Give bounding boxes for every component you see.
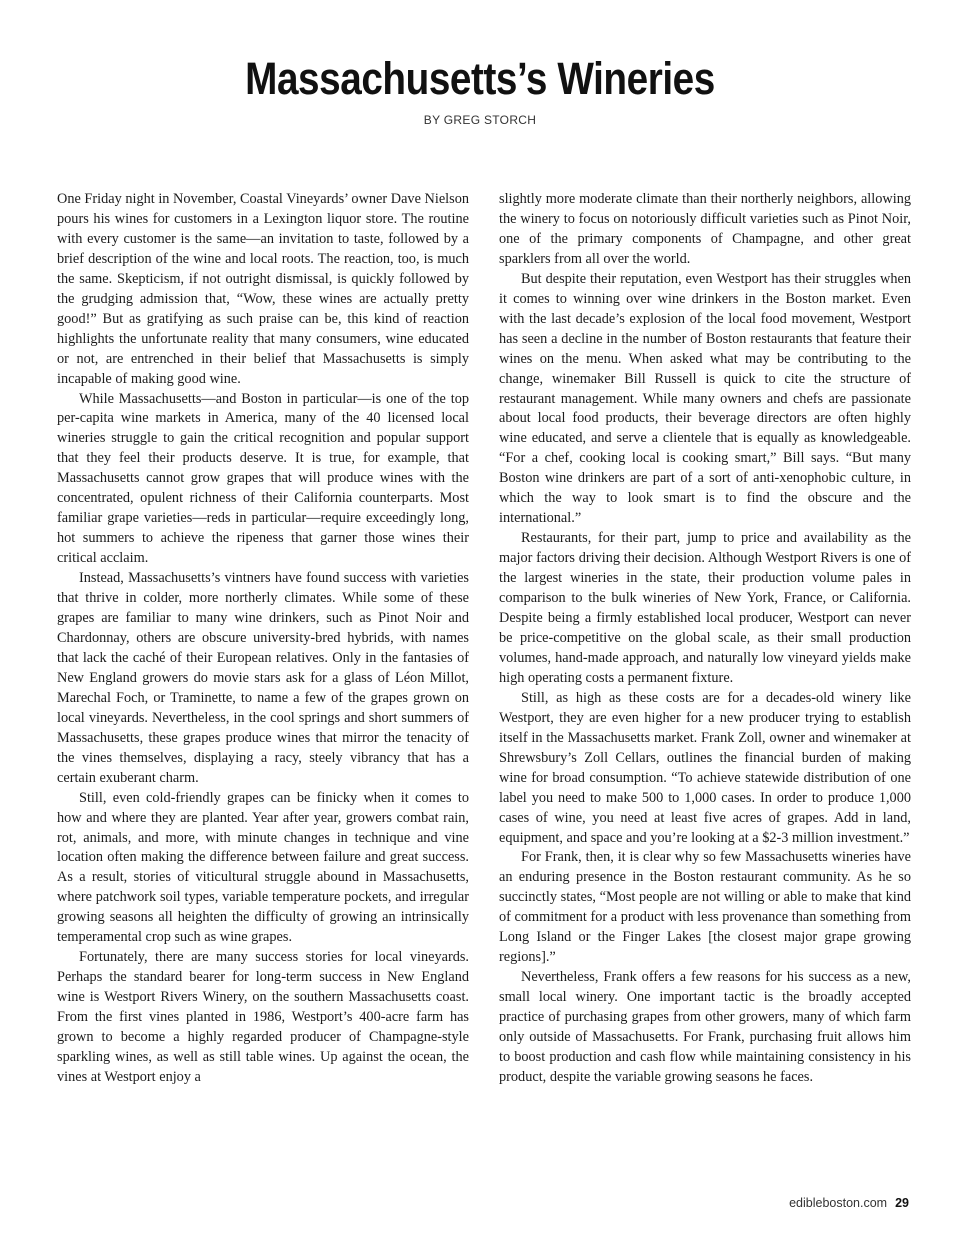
paragraph: For Frank, then, it is clear why so few Massachusetts wineries have an enduring presence in the Boston restaurant community. As he so succinctly states, “Most people are not willing or able to make that kind of commitment for a product with less provenance than something from Long Island or the Finger Lakes [the closest major grape growing regions].” [499, 849, 911, 966]
paragraph: Nevertheless, Frank offers a few reasons for his success as a new, small local winery. One important tactic is the broadly accepted practice of purchasing grapes from other growers, many of which farm only outside of Massachusetts. For Frank, purchasing fruit allows him to boost production and cash flow while maintaining consistency in his product, despite the variable growing seasons he faces. [499, 969, 911, 1085]
article-title: Massachusetts’s Wineries [245, 53, 715, 104]
right-column [499, 190, 911, 1088]
page-footer [789, 1196, 909, 1210]
paragraph: Instead, Massachusetts’s vintners have found success with varieties that thrive in colder, more northerly climates. While some of these grapes are familiar to many wine drinkers, such as Pinot Noir and Chardonnay, others are obscure university-bred hybrids, with names that lack the caché of their European relatives. Only in the fantasies of New England growers do movie stars ask for a glass of Léon Millot, Marechal Foch, or Traminette, to name a few of the grapes grown on local vineyards. Nevertheless, in the cool springs and short summers of Massachusetts, these grapes produce wines that mirror the tenacity of the vines themselves, displaying a racy, steely vibrancy that has a certain exuberant charm. [57, 570, 469, 786]
article-byline: BY GREG STORCH [423, 113, 537, 127]
paragraph: While Massachusetts—and Boston in particular—is one of the top per-capita wine markets in America, many of the 40 licensed local wineries struggle to gain the critical recognition and popular support that they feel their products deserve. It is true, for example, that Massachusetts cannot grow grapes that will produce wines with the concentrated, opulent richness of their California counterparts. Most familiar grape varieties—reds in particular—require exceedingly long, hot summers to achieve the ripeness that garner those wines their critical acclaim. [57, 390, 469, 567]
paragraph: Restaurants, for their part, jump to price and availability as the major factors driving their decision. Although Westport Rivers is one of the largest wineries in the state, their production volume pales in comparison to the bulk wineries of New York, France, or California. Despite being a firmly established local producer, Westport can never be price-competitive on the global scale, as their small production volumes, hand-made approach, and naturally low vineyard yields make high operating costs a permanent fixture. [499, 530, 911, 686]
paragraph: Still, as high as these costs are for a decades-old winery like Westport, they are even higher for a new producer trying to establish itself in the Massachusetts market. Frank Zoll, owner and winemaker at Shrewsbury’s Zoll Cellars, outlines the financial burden of making wine for broad consumption. “To achieve statewide distribution of one label you need to make 500 to 1,000 cases. In order to produce 1,000 cases of wine, you need at least five acres of grapes. Add in land, equipment, and space and you’re looking at a $2-3 million investment.” [499, 689, 911, 846]
paragraph: Fortunately, there are many success stories for local vineyards. Perhaps the standard bearer for long-term success in New England wine is Westport Rivers Winery, on the southern Massachusetts coast. From the first vines planted in 1986, Westport’s 400-acre farm has grown to become a highly regarded producer of Champagne-style sparkling wines, as well as still table wines. Up against the ocean, the vines at Westport enjoy a [57, 949, 469, 1085]
paragraph: One Friday night in November, Coastal Vineyards’ owner Dave Nielson pours his wines for customers in a Lexington liquor store. The routine with every customer is the same—an invitation to taste, followed by a brief description of the wine and local roots. The reaction, too, is much the same. Skepticism, if not outright dismissal, is quickly followed by the grudging admission that, “Wow, these wines are actually pretty good!” But as gratifying as such praise can be, this kind of reaction highlights the unfortunate reality that many consumers, wine educated or not, are entrenched in their belief that Massachusetts is simply incapable of making good wine. [57, 191, 469, 387]
paragraph: But despite their reputation, even Westport has their struggles when it comes to winning over wine drinkers in the Boston market. Even with the last decade’s explosion of the local food movement, Westport has seen a decline in the number of Boston restaurants that feature their wines on the menu. When asked what may be contributing to the change, winemaker Bill Russell is quick to cite the structure of restaurant management. While many owners and chefs are passionate about local food products, their beverage directors are often highly wine educated, and serve a clientele that is equally as knowledgeable. “For a chef, cooking local is cooking smart,” Bill says. “But many Boston wine drinkers are part of a sort of anti-xenophobic culture, in which the way to look smart is to find the obscure and the international.” [499, 270, 911, 527]
paragraph: slightly more moderate climate than their northerly neighbors, allowing the winery to focus on notoriously difficult varieties such as Pinot Noir, one of the primary components of Champagne, and other great sparklers from all over the world. [499, 191, 911, 267]
paragraph: Still, even cold-friendly grapes can be finicky when it comes to how and where they are planted. Year after year, growers combat rain, rot, animals, and more, with minute changes in technique and vine location often making the difference between failure and great success. As a result, stories of viticultural struggle abound in Massachusetts, where patchwork soil types, variable temperature pockets, and irregular growing seasons all heighten the difficulty of growing an intrinsically temperamental crop such as wine grapes. [57, 789, 469, 946]
footer-site: edibleboston.com [789, 1196, 888, 1210]
page-number: 29 [895, 1196, 909, 1210]
left-column [57, 190, 469, 1088]
